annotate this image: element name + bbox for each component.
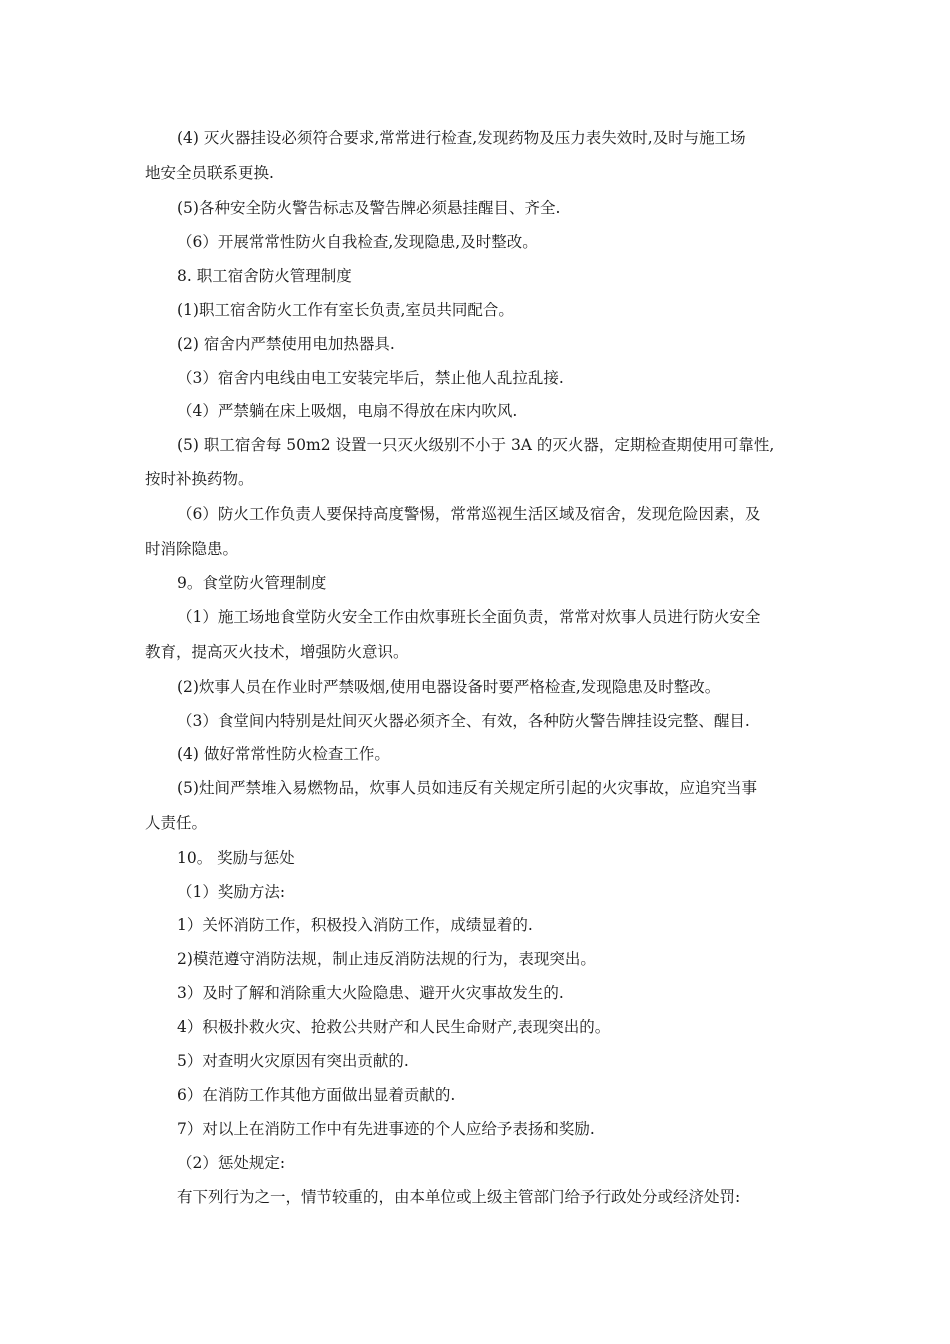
- paragraph-line: 按时补换药物。: [145, 470, 254, 488]
- paragraph-line: 有下列行为之一，情节较重的，由本单位或上级主管部门给予行政处分或经济处罚:: [177, 1188, 741, 1206]
- paragraph-line: 地安全员联系更换.: [145, 164, 274, 182]
- paragraph-line: (5)各种安全防火警告标志及警告牌必须悬挂醒目、齐全.: [177, 199, 561, 217]
- paragraph-line: （4）严禁躺在床上吸烟，电扇不得放在床内吹风.: [177, 402, 518, 420]
- paragraph-line: (4) 做好常常性防火检查工作。: [177, 745, 390, 763]
- paragraph-line: 教育，提高灭火技术，增强防火意识。: [145, 643, 409, 661]
- paragraph-line: (4) 灭火器挂设必须符合要求,常常进行检查,发现药物及压力表失效时,及时与施工场: [177, 129, 746, 147]
- paragraph-line: 时消除隐患。: [145, 540, 239, 558]
- paragraph-line: （1）奖励方法:: [177, 883, 286, 901]
- section-heading: 9。食堂防火管理制度: [177, 574, 327, 592]
- list-item: 1）关怀消防工作，积极投入消防工作，成绩显着的.: [177, 916, 533, 934]
- paragraph-line: （6）开展常常性防火自我检查,发现隐患,及时整改。: [177, 233, 538, 251]
- paragraph-line: (5) 职工宿舍每 50m2 设置一只灭火级别不小于 3A 的灭火器，定期检查期使用可靠性,: [177, 436, 775, 454]
- paragraph-line: （1）施工场地食堂防火安全工作由炊事班长全面负责，常常对炊事人员进行防火安全: [177, 608, 761, 626]
- paragraph-line: (1)职工宿舍防火工作有室长负责,室员共同配合。: [177, 301, 514, 319]
- paragraph-line: (2)炊事人员在作业时严禁吸烟,使用电器设备时要严格检查,发现隐患及时整改。: [177, 678, 721, 696]
- paragraph-line: (2) 宿舍内严禁使用电加热器具.: [177, 335, 395, 353]
- section-heading: 8. 职工宿舍防火管理制度: [177, 267, 352, 285]
- section-heading: 10。 奖励与惩处: [177, 849, 295, 867]
- list-item: 3）及时了解和消除重大火险隐患、避开火灾事故发生的.: [177, 984, 564, 1002]
- paragraph-line: 人责任。: [145, 814, 208, 832]
- paragraph-line: （3）宿舍内电线由电工安装完毕后，禁止他人乱拉乱接.: [177, 369, 564, 387]
- list-item: 2)模范遵守消防法规，制止违反消防法规的行为，表现突出。: [177, 950, 596, 968]
- list-item: 6）在消防工作其他方面做出显着贡献的.: [177, 1086, 456, 1104]
- paragraph-line: （2）惩处规定:: [177, 1154, 286, 1172]
- list-item: 7）对以上在消防工作中有先进事迹的个人应给予表扬和奖励.: [177, 1120, 595, 1138]
- list-item: 4）积极扑救火灾、抢救公共财产和人民生命财产,表现突出的。: [177, 1018, 611, 1036]
- paragraph-line: （6）防火工作负责人要保持高度警惕，常常巡视生活区域及宿舍，发现危险因素，及: [177, 505, 761, 523]
- paragraph-line: (5)灶间严禁堆入易燃物品，炊事人员如违反有关规定所引起的火灾事故，应追究当事: [177, 779, 757, 797]
- list-item: 5）对查明火灾原因有突出贡献的.: [177, 1052, 409, 1070]
- paragraph-line: （3）食堂间内特别是灶间灭火器必须齐全、有效，各种防火警告牌挂设完整、醒目.: [177, 712, 750, 730]
